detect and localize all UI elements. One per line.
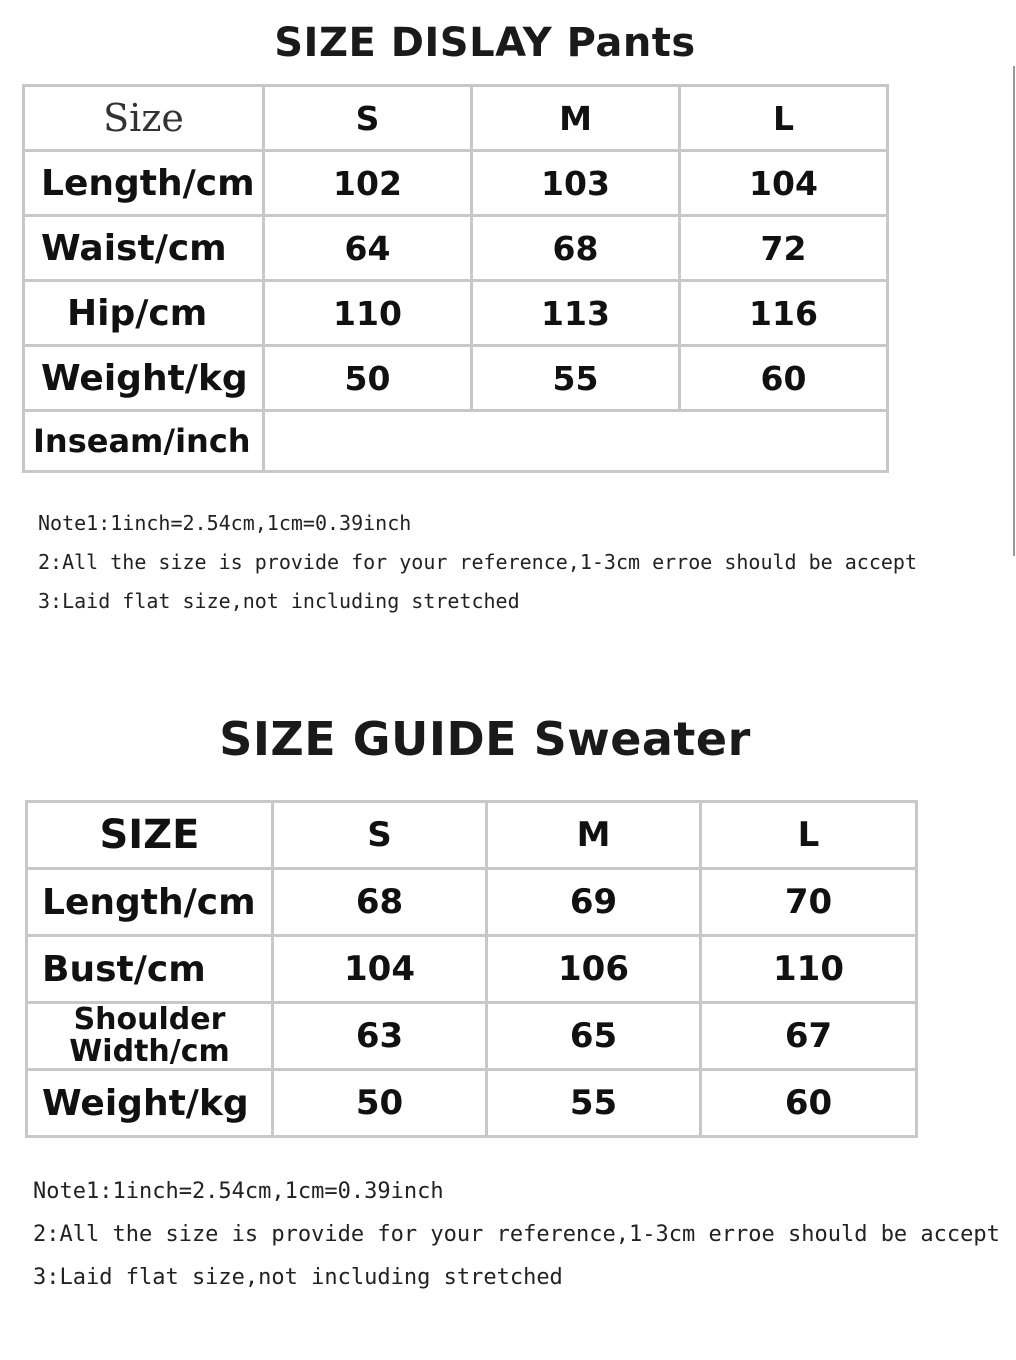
pants-size-table — [22, 84, 889, 473]
pants-size-title: SIZE DISLAY Pants — [274, 20, 696, 66]
size-m-header: M — [487, 802, 701, 869]
table-cell: 60 — [680, 346, 888, 411]
table-row — [27, 869, 917, 936]
table-cell: 102 — [264, 151, 472, 216]
table-header-row — [27, 802, 917, 869]
size-s-header: S — [264, 86, 472, 151]
table-row — [27, 936, 917, 1003]
size-m-header: M — [472, 86, 680, 151]
size-l-header: L — [701, 802, 917, 869]
table-cell: 68 — [273, 869, 487, 936]
inseam-empty-cell — [264, 411, 888, 472]
note-line: 3:Laid flat size,not including stretched — [33, 1265, 563, 1290]
row-label-shoulder-width: Shoulder Width/cm — [27, 1003, 273, 1070]
table-row — [24, 281, 888, 346]
row-label-weight: Weight/kg — [24, 346, 264, 411]
table-header-row — [24, 86, 888, 151]
size-header-cell: SIZE — [27, 802, 273, 869]
table-cell: 55 — [472, 346, 680, 411]
table-cell: 50 — [273, 1070, 487, 1137]
table-cell: 70 — [701, 869, 917, 936]
table-cell: 65 — [487, 1003, 701, 1070]
note-line: 3:Laid flat size,not including stretched — [38, 589, 520, 613]
table-cell: 68 — [472, 216, 680, 281]
table-cell: 55 — [487, 1070, 701, 1137]
table-cell: 104 — [680, 151, 888, 216]
pants-notes — [38, 504, 917, 621]
table-cell: 60 — [701, 1070, 917, 1137]
row-label-bust: Bust/cm — [27, 936, 273, 1003]
table-cell: 72 — [680, 216, 888, 281]
note-line: 2:All the size is provide for your reference,1-3cm erroe should be accept — [33, 1222, 1000, 1247]
table-row — [24, 411, 888, 472]
divider-line — [1013, 66, 1015, 556]
table-cell: 50 — [264, 346, 472, 411]
table-cell: 64 — [264, 216, 472, 281]
sweater-size-table — [25, 800, 918, 1138]
note-line: 2:All the size is provide for your reference,1-3cm erroe should be accept — [38, 550, 917, 574]
size-s-header: S — [273, 802, 487, 869]
table-cell: 113 — [472, 281, 680, 346]
table-row — [24, 151, 888, 216]
table-cell: 104 — [273, 936, 487, 1003]
row-label-inseam: Inseam/inch — [24, 411, 264, 472]
row-label-hip: Hip/cm — [24, 281, 264, 346]
table-cell: 106 — [487, 936, 701, 1003]
table-row — [24, 216, 888, 281]
note-line: Note1:1inch=2.54cm,1cm=0.39inch — [38, 511, 412, 535]
size-header-cell: Size — [24, 86, 264, 151]
table-cell: 63 — [273, 1003, 487, 1070]
sweater-size-title: SIZE GUIDE Sweater — [219, 712, 751, 766]
table-row — [27, 1003, 917, 1070]
row-label-weight: Weight/kg — [27, 1070, 273, 1137]
table-cell: 103 — [472, 151, 680, 216]
table-cell: 110 — [264, 281, 472, 346]
sweater-notes — [33, 1170, 1000, 1299]
row-label-length: Length/cm — [24, 151, 264, 216]
table-row — [24, 346, 888, 411]
table-cell: 69 — [487, 869, 701, 936]
row-label-waist: Waist/cm — [24, 216, 264, 281]
table-cell: 67 — [701, 1003, 917, 1070]
size-l-header: L — [680, 86, 888, 151]
row-label-length: Length/cm — [27, 869, 273, 936]
table-cell: 110 — [701, 936, 917, 1003]
table-cell: 116 — [680, 281, 888, 346]
note-line: Note1:1inch=2.54cm,1cm=0.39inch — [33, 1179, 444, 1204]
table-row — [27, 1070, 917, 1137]
